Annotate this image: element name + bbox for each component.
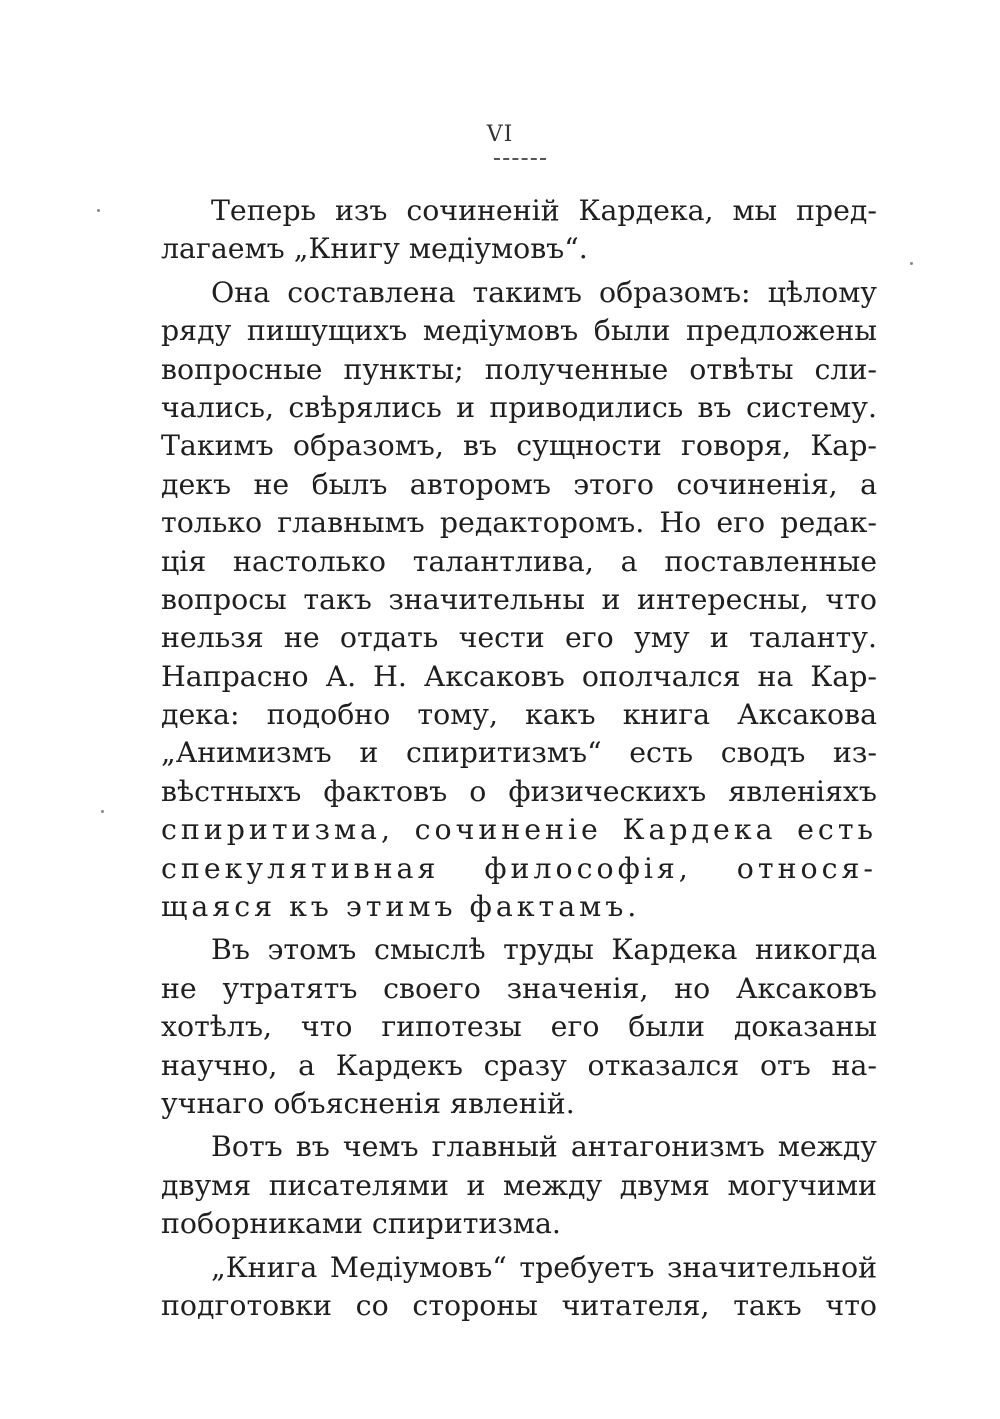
text-line: не утратятъ своего значенія, но Аксаковъ — [161, 971, 877, 1005]
scan-speck — [910, 262, 913, 265]
text-line: ція настолько талантлива, а поставленные — [161, 544, 877, 578]
text-line: спиритизма, сочиненіе Кардека есть — [161, 813, 877, 847]
text-line: поборниками спиритизма. — [161, 1207, 561, 1241]
text-line: подготовки со стороны читателя, такъ что — [161, 1288, 877, 1322]
text-line: декъ не былъ авторомъ этого сочиненія, а — [161, 467, 877, 501]
text-line: спекулятивная философія, относя- — [161, 851, 877, 885]
text-line: чались, свѣрялись и приводились въ систему. — [161, 390, 877, 424]
text-line: вопросы такъ значительны и интересны, что — [161, 582, 877, 616]
text-line: Напрасно А. Н. Аксаковъ ополчался на Кар- — [161, 659, 877, 693]
text-line: Теперь изъ сочиненій Кардека, мы пред- — [211, 194, 877, 227]
text-line: лагаемъ „Книгу медіумовъ“. — [161, 232, 588, 266]
text-line: двумя писателями и между двумя могучими — [161, 1168, 877, 1202]
text-line: Она составлена такимъ образомъ: цѣлому — [211, 275, 877, 309]
text-line: „Анимизмъ и спиритизмъ“ есть сводъ из- — [161, 736, 877, 770]
scan-speck — [97, 209, 100, 212]
page-number: VI — [486, 122, 514, 147]
scan-speck — [101, 810, 104, 813]
text-line: Такимъ образомъ, въ сущности говоря, Кар- — [161, 429, 877, 463]
text-line: хотѣлъ, что гипотезы его были доказаны — [161, 1010, 877, 1044]
text-line: щаяся къ этимъ фактамъ. — [161, 890, 641, 924]
text-line: Вотъ въ чемъ главный антагонизмъ между — [211, 1130, 877, 1164]
text-line: Въ этомъ смыслѣ труды Кардека никогда — [211, 933, 877, 967]
text-line: вопросные пункты; полученные отвѣты сли- — [161, 352, 877, 386]
text-column — [161, 192, 877, 1325]
text-line: только главнымъ редакторомъ. Но его редак- — [161, 506, 877, 540]
text-line: дека: подобно тому, какъ книга Аксакова — [161, 698, 877, 732]
text-line: „Книга Медіумовъ“ требуетъ значительной — [211, 1250, 877, 1284]
text-line: вѣстныхъ фактовъ о физическихъ явленіяхъ — [161, 774, 877, 808]
page-number-rule — [494, 158, 546, 160]
text-line: ряду пишущихъ медіумовъ были предложены — [161, 314, 877, 348]
text-line: учнаго объясненія явленій. — [161, 1086, 575, 1120]
text-line: научно, а Кардекъ сразу отказался отъ на- — [161, 1048, 877, 1082]
text-line: нельзя не отдать чести его уму и таланту. — [161, 621, 877, 655]
